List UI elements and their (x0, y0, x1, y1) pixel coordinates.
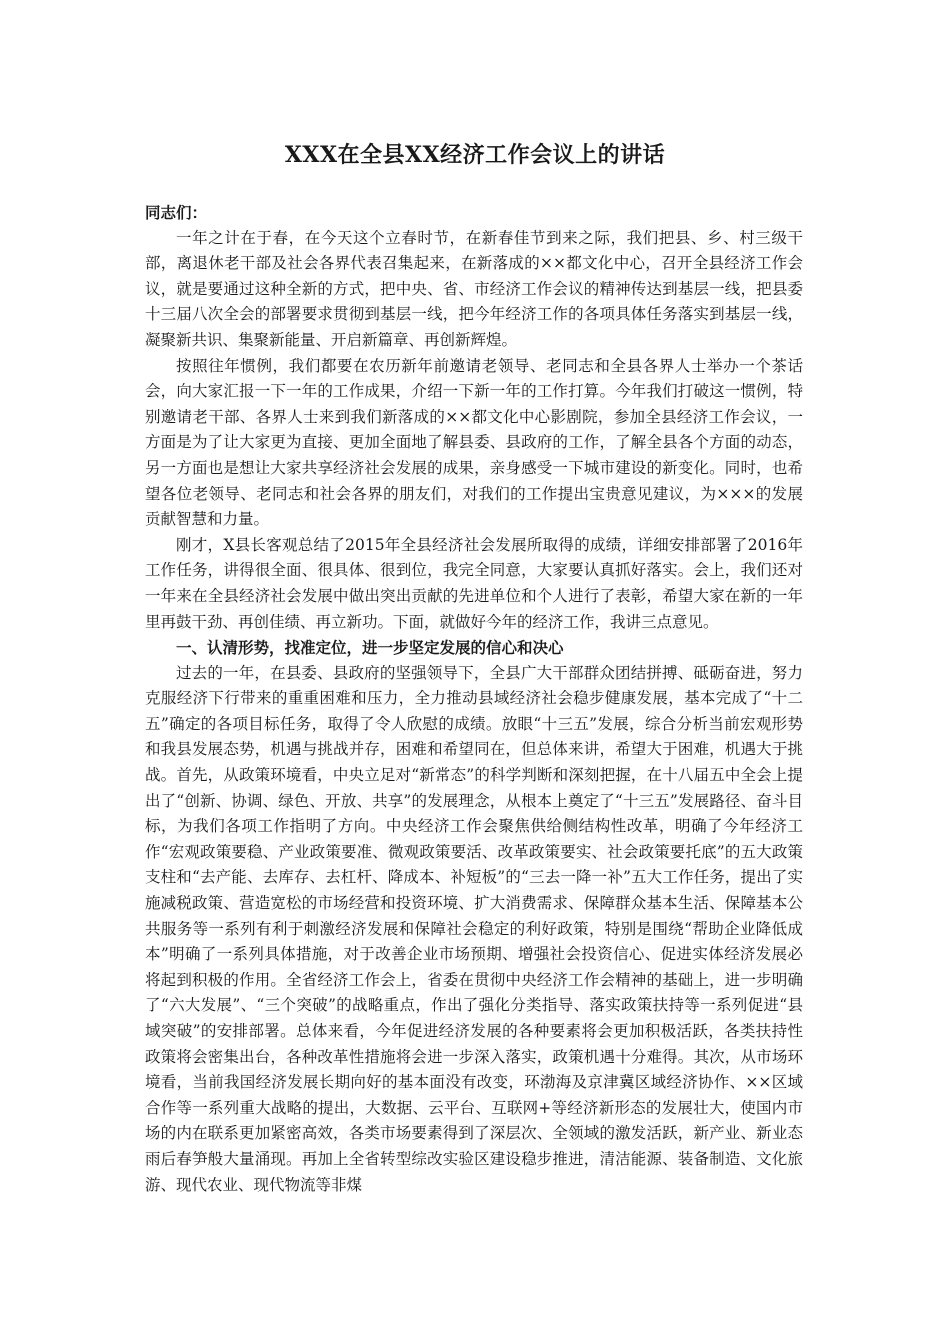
paragraph-1: 一年之计在于春，在今天这个立春时节，在新春佳节到来之际，我们把县、乡、村三级干部，离退休老干部及社会各界代表召集起来，在新落成的××都文化中心，召开全县经济工作会议，就是要通过这种全新的方式，把中央、省、市经济工作会议的精神传达到基层一线，把县委十三届八次全会的部署要求贯彻到基层一线，把今年经济工作的各项具体任务落实到基层一线，凝聚新共识、集聚新能量、开启新篇章、再创新辉煌。 (145, 228, 803, 349)
paragraph-3: 刚才，X县长客观总结了2015年全县经济社会发展所取得的成绩，详细安排部署了2016年工作任务，讲得很全面、很具体、很到位，我完全同意，大家要认真抓好落实。会上，我们还对一年来在全县经济社会发展中做出突出贡献的先进单位和个人进行了表彰，希望大家在新的一年里再鼓干劲、再创佳绩、再立新功。下面，就做好今年的经济工作，我讲三点意见。 (145, 535, 803, 631)
section-paragraph: 过去的一年，在县委、县政府的坚强领导下，全县广大干部群众团结拼搏、砥砺奋进，努力克服经济下行带来的重重困难和压力，全力推动县域经济社会稳步健康发展，基本完成了“十二五”确定的各项目标任务，取得了令人欣慰的成绩。放眼“十三五”发展，综合分析当前宏观形势和我县发展态势，机遇与挑战并存，困难和希望同在，但总体来讲，希望大于困难，机遇大于挑战。首先，从政策环境看，中央立足对“新常态”的科学判断和深刻把握，在十八届五中全会上提出了“创新、协调、绿色、开放、共享”的发展理念，从根本上奠定了“十三五”发展路径、奋斗目标，为我们各项工作指明了方向。中央经济工作会聚焦供给侧结构性改革，明确了今年经济工作“宏观政策要稳、产业政策要准、微观政策要活、改革政策要实、社会政策要托底”的五大政策支柱和“去产能、去库存、去杠杆、降成本、补短板”的“三去一降一补”五大工作任务，提出了实施减税政策、营造宽松的市场经营和投资环境、扩大消费需求、保障群众基本生活、保障基本公共服务等一系列有利于刺激经济发展和保障社会稳定的利好政策，特别是围绕“帮助企业降低成本”明确了一系列具体措施，对于改善企业市场预期、增强社会投资信心、促进实体经济发展必将起到积极的作用。全省经济工作会上，省委在贯彻中央经济工作会精神的基础上，进一步明确了“六大发展”、“三个突破”的战略重点，作出了强化分类指导、落实政策扶持等一系列促进“县域突破”的安排部署。总体来看，今年促进经济发展的各种要素将会更加积极活跃，各类扶持性政策将会密集出台，各种改革性措施将会进一步深入落实，政策机遇十分难得。其次，从市场环境看，当前我国经济发展长期向好的基本面没有改变，环渤海及京津冀区域经济协作、××区域合作等一系列重大战略的提出，大数据、云平台、互联网+等经济新形态的发展壮大，使国内市场的内在联系更加紧密高效，各类市场要素得到了深层次、全领域的激发活跃，新产业、新业态雨后春笋般大量涌现。再加上全省转型综改实验区建设稳步推进，清洁能源、装备制造、文化旅游、现代农业、现代物流等非煤 (145, 663, 803, 1194)
document-body (145, 200, 803, 1198)
section-heading: 一、认清形势，找准定位，进一步坚定发展的信心和决心 (176, 638, 564, 658)
salutation: 同志们： (145, 203, 208, 222)
paragraph-2: 按照往年惯例，我们都要在农历新年前邀请老领导、老同志和全县各界人士举办一个茶话会，向大家汇报一下一年的工作成果，介绍一下新一年的工作打算。今年我们打破这一惯例，特别邀请老干部、各界人士来到我们新落成的××都文化中心影剧院，参加全县经济工作会议，一方面是为了让大家更为直接、更加全面地了解县委、县政府的工作，了解全县各个方面的动态，另一方面也是想让大家共享经济社会发展的成果，亲身感受一下城市建设的新变化。同时，也希望各位老领导、老同志和社会各界的朋友们，对我们的工作提出宝贵意见建议，为×××的发展贡献智慧和力量。 (145, 356, 803, 529)
document-title: XXX在全县XX经济工作会议上的讲话 (284, 142, 666, 168)
